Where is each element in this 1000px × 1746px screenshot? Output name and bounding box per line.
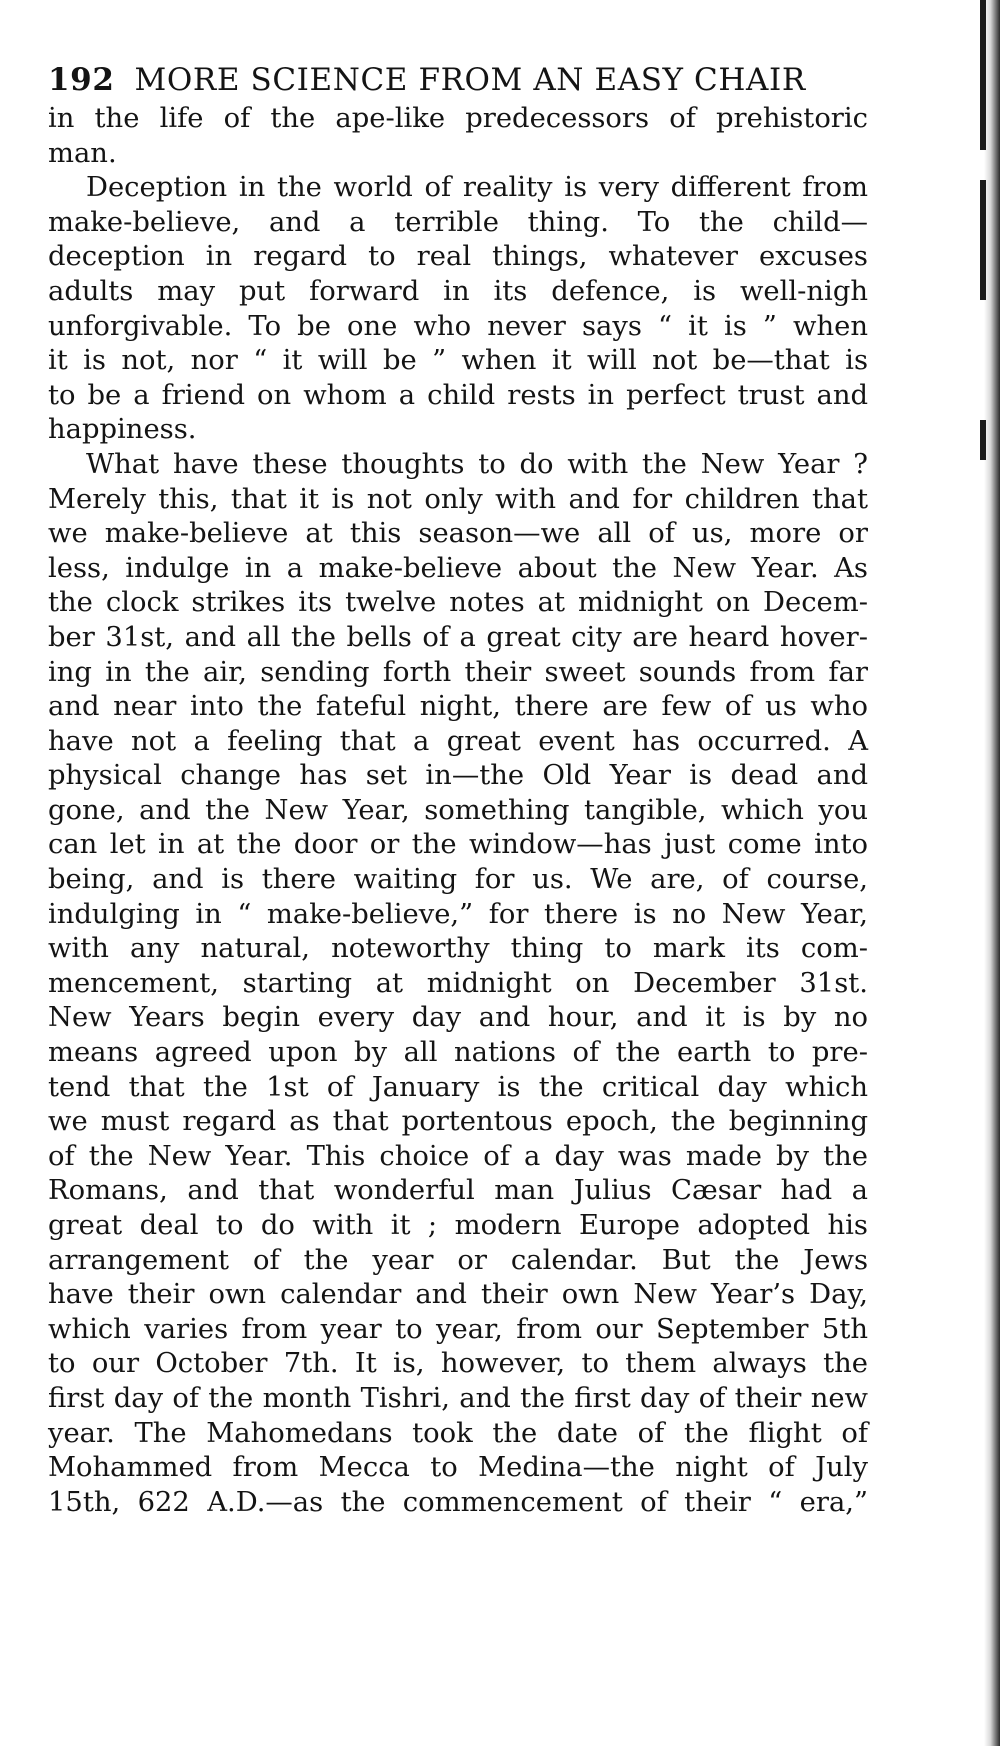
text-line: means agreed upon by all nations of the earth to pre- <box>48 1037 868 1069</box>
text-line: Romans, and that wonderful man Julius Cæsar had a <box>48 1175 868 1207</box>
text-line: Merely this, that it is not only with and for children that <box>48 483 868 515</box>
scan-edge-mark <box>980 420 986 460</box>
text-line: and near into the fateful night, there are few of us who <box>48 691 868 723</box>
text-line: 15th, 622 A.D.—as the commencement of their “ era,” <box>48 1486 868 1518</box>
text-line: which varies from year to year, from our September 5th <box>48 1313 868 1345</box>
text-line: in the life of the ape-like predecessors of prehistoric <box>48 103 868 134</box>
text-line: happiness. <box>48 414 197 446</box>
text-line: of the New Year. This choice of a day was made by the <box>48 1140 868 1172</box>
text-line: physical change has set in—the Old Year is dead and <box>48 760 868 792</box>
page-number: 192 <box>48 62 115 98</box>
text-line: make-believe, and a terrible thing. To the child— <box>48 206 868 238</box>
paragraph-first-line: Deception in the world of reality is very different from <box>86 172 868 204</box>
scan-edge-mark <box>980 180 986 300</box>
book-page <box>48 62 868 1520</box>
text-line: tend that the 1st of January is the critical day which <box>48 1071 868 1103</box>
text-line: New Years begin every day and hour, and it is by no <box>48 1002 868 1034</box>
text-line: first day of the month Tishri, and the first day of their new <box>48 1382 868 1414</box>
text-line: mencement, starting at midnight on December 31st. <box>48 967 868 999</box>
text-line: Mohammed from Mecca to Medina—the night of July <box>48 1452 868 1484</box>
text-line: gone, and the New Year, something tangible, which you <box>48 794 868 826</box>
text-line: great deal to do with it ; modern Europe adopted his <box>48 1210 868 1241</box>
text-line: being, and is there waiting for us. We are, of course, <box>48 864 868 896</box>
text-line: indulging in “ make-believe,” for there is no New Year, <box>48 898 868 930</box>
running-head <box>48 62 868 102</box>
text-line: with any natural, noteworthy thing to mark its com- <box>48 933 868 965</box>
text-line: we make-believe at this season—we all of us, more or <box>48 518 868 550</box>
text-line: it is not, nor “ it will be ” when it will not be—that is <box>48 345 868 377</box>
running-title: MORE SCIENCE FROM AN EASY CHAIR <box>134 62 806 98</box>
text-line: ber 31st, and all the bells of a great city are heard hover- <box>48 621 868 653</box>
text-line: arrangement of the year or calendar. But the Jews <box>48 1244 868 1276</box>
text-line: we must regard as that portentous epoch, the beginning <box>48 1106 868 1138</box>
text-line: to be a friend on whom a child rests in perfect trust and <box>48 379 868 411</box>
text-line: less, indulge in a make-believe about the New Year. As <box>48 552 868 584</box>
text-line: man. <box>48 137 117 169</box>
text-line: the clock strikes its twelve notes at midnight on Decem- <box>48 587 868 619</box>
text-line: year. The Mahomedans took the date of the flight of <box>48 1417 868 1449</box>
text-line: to our October 7th. It is, however, to them always the <box>48 1348 868 1380</box>
text-line: adults may put forward in its defence, is well-nigh <box>48 275 868 307</box>
body-text <box>48 102 868 1520</box>
text-line: unforgivable. To be one who never says “ it is ” when <box>48 310 868 342</box>
text-line: can let in at the door or the window—has just come into <box>48 829 868 861</box>
text-line: ing in the air, sending forth their sweet sounds from far <box>48 656 868 688</box>
text-line: have their own calendar and their own New Year’s Day, <box>48 1279 868 1311</box>
scan-edge-mark <box>980 0 986 150</box>
paragraph-first-line: What have these thoughts to do with the New Year ? <box>86 448 868 480</box>
scan-edge-shadow <box>984 0 1000 1746</box>
text-line: deception in regard to real things, whatever excuses <box>48 241 868 273</box>
text-line: have not a feeling that a great event has occurred. A <box>48 725 868 757</box>
